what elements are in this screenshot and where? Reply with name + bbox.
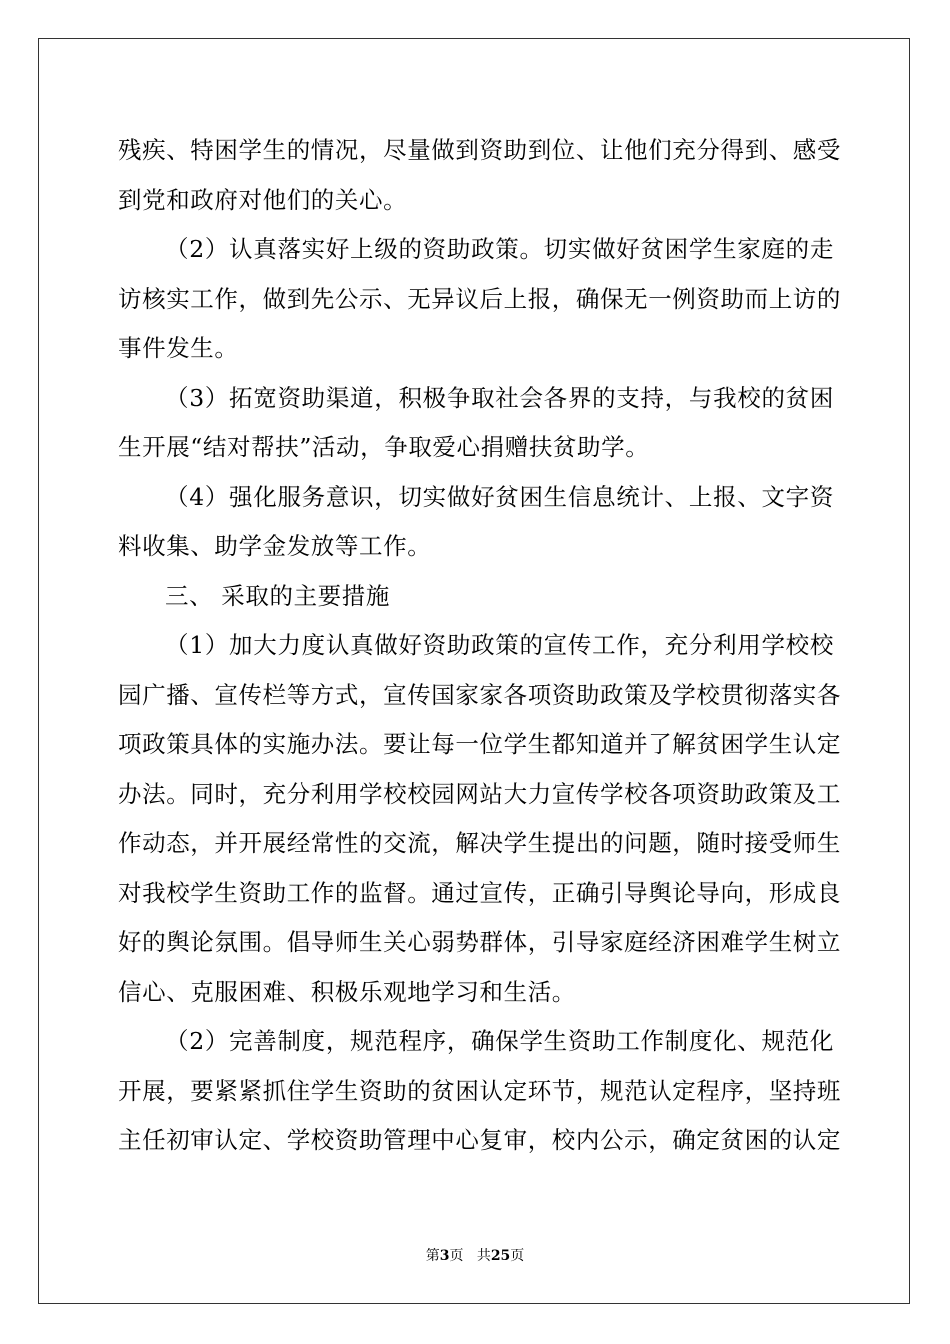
text-line: 事件发生。 bbox=[118, 334, 239, 362]
page-footer bbox=[0, 1245, 950, 1265]
text-line: 残疾、特困学生的情况，尽量做到资助到位、让他们充分得到、感受 bbox=[118, 136, 841, 164]
text-line: 访核实工作，做到先公示、无异议后上报，确保无一例资助而上访的 bbox=[118, 284, 841, 313]
text-line: 信心、克服困难、积极乐观地学习和生活。 bbox=[118, 977, 576, 1006]
footer-prefix: 第 bbox=[425, 1248, 440, 1264]
total-pages-number: 25 bbox=[490, 1248, 511, 1264]
text-line: （4）强化服务意识，切实做好贫困生信息统计、上报、文字资 bbox=[165, 482, 834, 511]
footer-total-prefix: 共 bbox=[476, 1248, 491, 1264]
text-line: （2）完善制度，规范程序，确保学生资助工作制度化、规范化 bbox=[165, 1027, 834, 1055]
text-line: 项政策具体的实施办法。要让每一位学生都知道并了解贫困学生认定 bbox=[118, 730, 841, 758]
text-line: 主任初审认定、学校资助管理中心复审，校内公示，确定贫困的认定 bbox=[118, 1126, 841, 1154]
text-line: 好的舆论氛围。倡导师生关心弱势群体，引导家庭经济困难学生树立 bbox=[118, 928, 841, 956]
text-line: （2）认真落实好上级的资助政策。切实做好贫困学生家庭的走 bbox=[165, 235, 834, 263]
text-line: 对我校学生资助工作的监督。通过宣传，正确引导舆论导向，形成良 bbox=[118, 878, 841, 907]
document-body bbox=[118, 126, 841, 1166]
text-line: 生开展“结对帮扶”活动，争取爱心捐赠扶贫助学。 bbox=[118, 433, 650, 461]
text-line: （1）加大力度认真做好资助政策的宣传工作，充分利用学校校 bbox=[165, 631, 834, 659]
text-line: 开展，要紧紧抓住学生资助的贫困认定环节，规范认定程序，坚持班 bbox=[118, 1076, 841, 1105]
current-page-number: 3 bbox=[439, 1248, 450, 1264]
footer-total-suffix: 页 bbox=[510, 1248, 525, 1264]
text-line: （3）拓宽资助渠道，积极争取社会各界的支持，与我校的贫困 bbox=[165, 383, 834, 412]
section-heading: 三、 采取的主要措施 bbox=[165, 581, 390, 610]
text-line: 到党和政府对他们的关心。 bbox=[118, 185, 408, 214]
footer-page-word: 页 bbox=[449, 1248, 464, 1264]
text-line: 料收集、助学金发放等工作。 bbox=[118, 532, 432, 560]
text-line: 办法。同时，充分利用学校校园网站大力宣传学校各项资助政策及工 bbox=[118, 779, 841, 808]
text-line: 作动态，并开展经常性的交流，解决学生提出的问题，随时接受师生 bbox=[118, 829, 841, 857]
text-line: 园广播、宣传栏等方式，宣传国家家各项资助政策及学校贯彻落实各 bbox=[118, 680, 841, 709]
